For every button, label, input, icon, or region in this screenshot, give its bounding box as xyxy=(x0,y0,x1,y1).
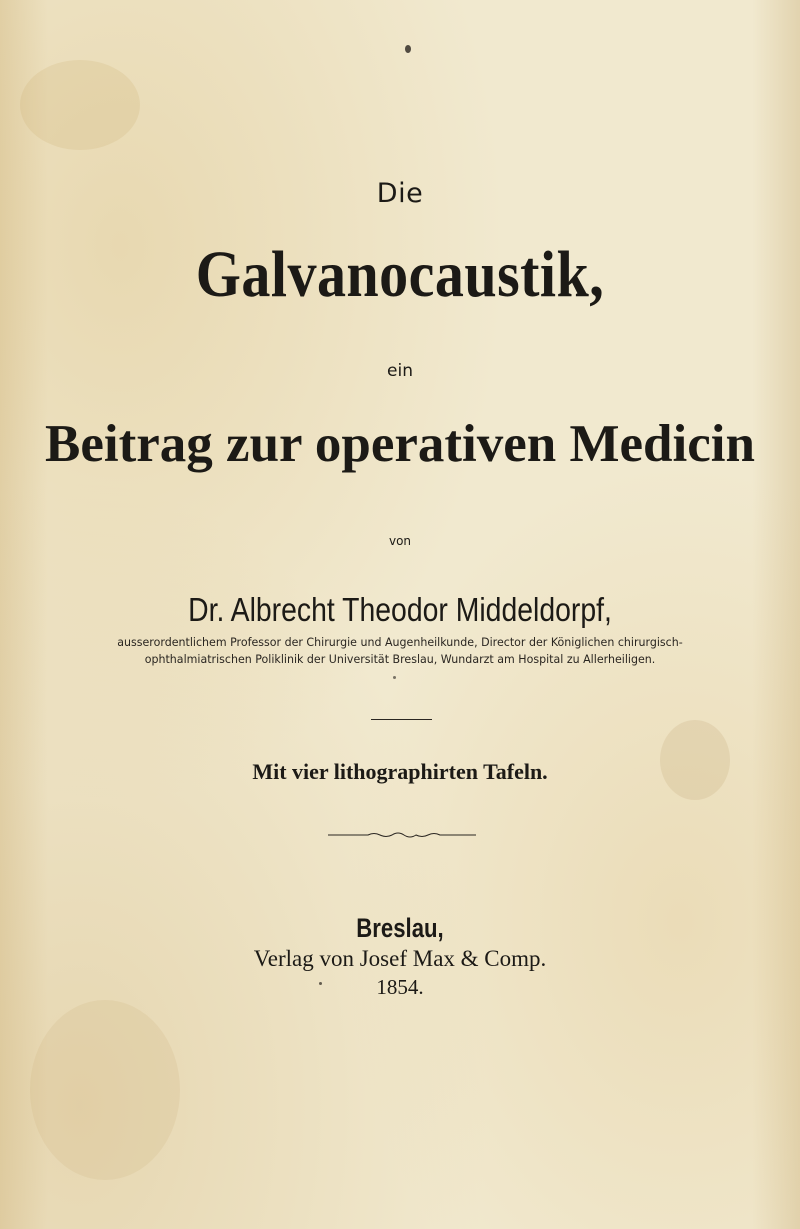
author-name: Dr. Albrecht Theodor Middeldorpf, xyxy=(188,591,612,628)
title-prefix: Die xyxy=(376,178,424,209)
subtitle: Beitrag zur operativen Medicin xyxy=(45,415,755,473)
main-title: Galvanocaustik, xyxy=(195,238,605,311)
wavy-ornament-divider xyxy=(328,829,476,841)
author-affiliation-line-2: ophthalmiatrischen Poliklinik der Universität Breslau, Wundarzt am Hospital zu Allerheiligen. xyxy=(144,652,656,666)
age-stain xyxy=(20,60,140,150)
divider-rule xyxy=(371,719,432,720)
publisher: Verlag von Josef Max & Comp. xyxy=(253,946,547,971)
byline-prefix: von xyxy=(388,534,412,548)
plates-note: Mit vier lithographirten Tafeln. xyxy=(252,759,548,784)
publication-year: 1854. xyxy=(376,975,424,999)
title-connector: ein xyxy=(387,361,413,381)
author-affiliation-line-1: ausserordentlichem Professor der Chirurgie und Augenheilkunde, Director der Königlichen chirurgisch- xyxy=(117,635,683,649)
ink-dot xyxy=(405,45,411,53)
publication-city: Breslau, xyxy=(356,913,444,943)
ink-dot xyxy=(393,676,396,679)
age-stain xyxy=(30,1000,180,1180)
